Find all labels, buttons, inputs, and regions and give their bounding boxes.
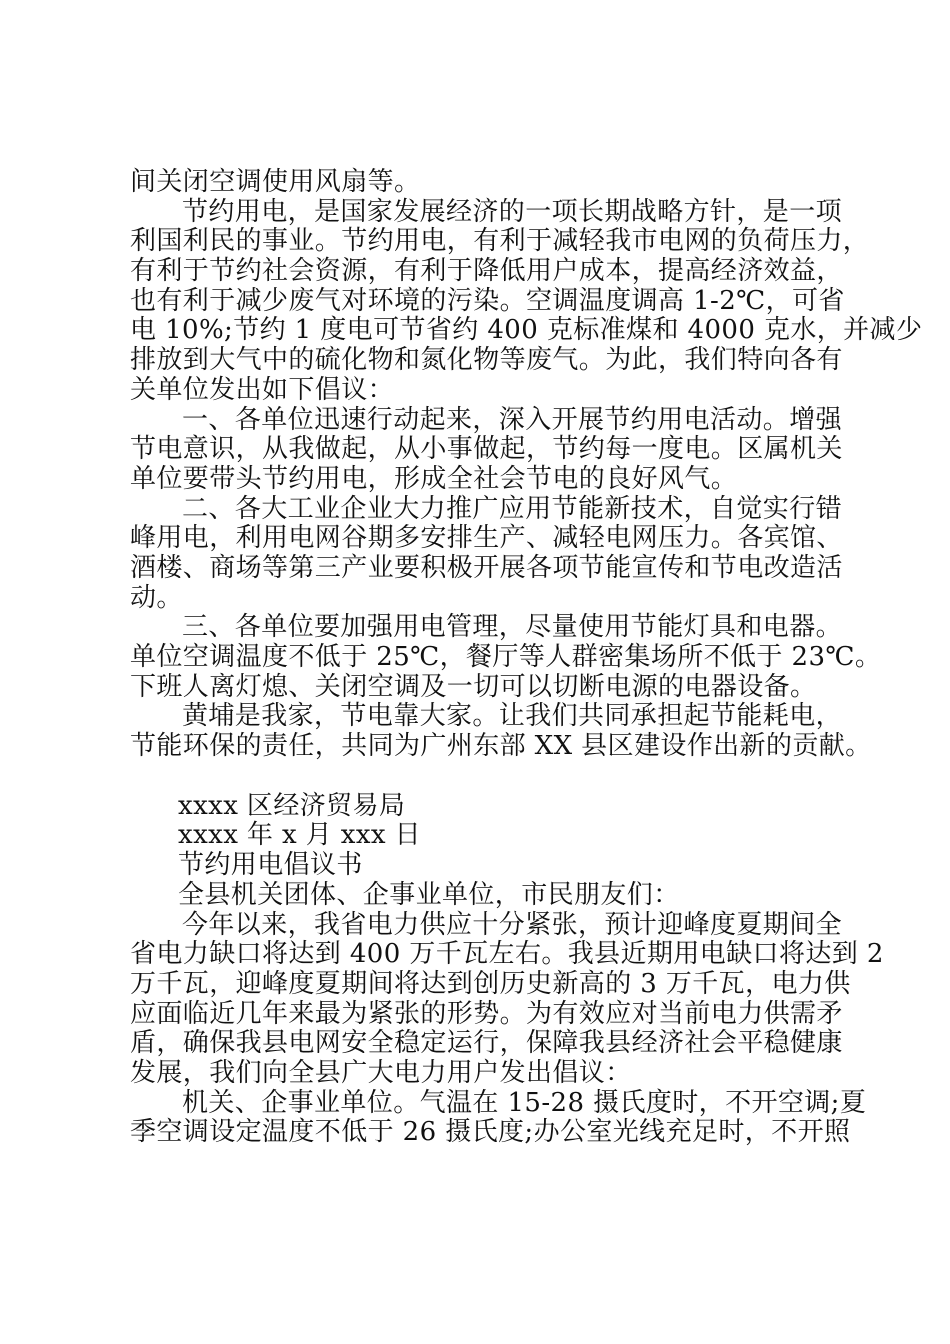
text-line: 单位空调温度不低于 25℃，餐厅等人群密集场所不低于 23℃。 — [130, 642, 882, 672]
text-line: 黄埔是我家，节电靠大家。让我们共同承担起节能耗电， — [182, 701, 843, 732]
text-line: 盾，确保我县电网安全稳定运行，保障我县经济社会平稳健康 — [130, 1028, 843, 1059]
letter-body-part-1 — [130, 167, 923, 762]
text-line: 万千瓦，迎峰度夏期间将达到创历史新高的 3 万千瓦，电力供 — [130, 968, 851, 999]
text-line: 二、各大工业企业大力推广应用节能新技术，自觉实行错 — [182, 493, 843, 524]
text-line: 三、各单位要加强用电管理，尽量使用节能灯具和电器。 — [182, 612, 843, 643]
second-letter-salutation: 全县机关团体、企事业单位，市民朋友们： — [178, 879, 680, 910]
text-line: 机关、企事业单位。气温在 15-28 摄氏度时，不开空调;夏 — [182, 1087, 867, 1118]
second-letter-title: 节约用电倡议书 — [178, 850, 363, 881]
text-line: 应面临近几年来最为紧张的形势。为有效应对当前电力供需矛 — [130, 998, 843, 1029]
text-line: 动。 — [130, 582, 183, 613]
text-line: 今年以来，我省电力供应十分紧张，预计迎峰度夏期间全 — [182, 909, 843, 940]
text-line: 关单位发出如下倡议： — [130, 374, 395, 405]
text-line: 一、各单位迅速行动起来，深入开展节约用电活动。增强 — [182, 404, 843, 435]
document-body — [130, 167, 923, 1148]
text-line: 省电力缺口将达到 400 万千瓦左右。我县近期用电缺口将达到 2 — [130, 939, 884, 970]
text-line: 下班人离灯熄、关闭空调及一切可以切断电源的电器设备。 — [130, 671, 817, 702]
text-line: 节电意识，从我做起，从小事做起，节约每一度电。区属机关 — [130, 434, 843, 465]
text-line: 电 10%;节约 1 度电可节省约 400 克标准煤和 4000 克水，并减少 — [130, 315, 923, 346]
text-line: 单位要带头节约用电，形成全社会节电的良好风气。 — [130, 463, 738, 494]
text-line: 酒楼、商场等第三产业要积极开展各项节能宣传和节电改造活 — [130, 552, 843, 583]
text-line: 节能环保的责任，共同为广州东部 XX 县区建设作出新的贡献。 — [130, 731, 872, 762]
text-line: 排放到大气中的硫化物和氮化物等废气。为此，我们特向各有 — [130, 345, 843, 376]
text-line: 也有利于减少废气对环境的污染。空调温度调高 1-2℃，可省 — [130, 285, 845, 316]
text-line: 间关闭空调使用风扇等。 — [130, 167, 421, 197]
text-line: 发展，我们向全县广大电力用户发出倡议： — [130, 1057, 632, 1088]
blank-line — [130, 762, 830, 792]
text-line: 节约用电，是国家发展经济的一项长期战略方针，是一项 — [182, 196, 843, 227]
letter-body-part-2 — [130, 909, 884, 1149]
text-line: 有利于节约社会资源，有利于降低用户成本，提高经济效益， — [130, 256, 843, 287]
signature-date: xxxx 年 x 月 xxx 日 — [178, 820, 422, 851]
signature-org: xxxx 区经济贸易局 — [178, 790, 406, 821]
text-line: 峰用电，利用电网谷期多安排生产、减轻电网压力。各宾馆、 — [130, 523, 843, 554]
text-line: 季空调设定温度不低于 26 摄氏度;办公室光线充足时，不开照 — [130, 1117, 851, 1148]
text-line: 利国利民的事业。节约用电，有利于减轻我市电网的负荷压力， — [130, 226, 870, 257]
